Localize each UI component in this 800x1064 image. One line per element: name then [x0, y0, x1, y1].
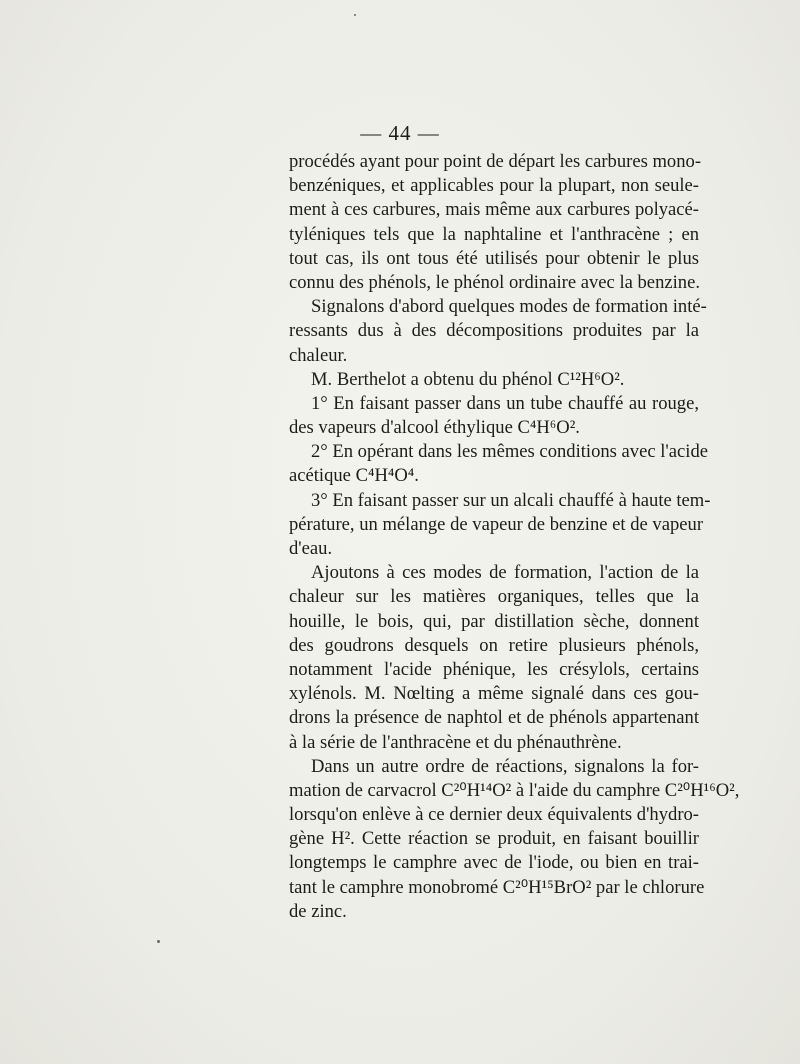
text-line: tyléniques tels que la naphtaline et l'anthracène ; en [289, 223, 699, 245]
text-line: Signalons d'abord quelques modes de formation inté- [311, 296, 707, 318]
text-line: ment à ces carbures, mais même aux carbures polyacé- [289, 199, 699, 221]
text-line: ressants dus à des décompositions produites par la [289, 320, 699, 342]
paragraph [289, 392, 699, 440]
text-line: lorsqu'on enlève à ce dernier deux équivalents d'hydro- [289, 804, 699, 826]
page-number: — 44 — [360, 121, 440, 145]
scan-speck [354, 14, 356, 16]
text-line: connu des phénols, le phénol ordinaire avec la benzine. [289, 271, 700, 293]
text-line: Ajoutons à ces modes de formation, l'action de la [311, 562, 699, 584]
text-line: mation de carvacrol C²⁰H¹⁴O² à l'aide du camphre C²⁰H¹⁶O², [289, 779, 740, 801]
text-line: acétique C⁴H⁴O⁴. [289, 465, 419, 487]
text-line: Dans un autre ordre de réactions, signalons la for- [311, 755, 699, 777]
text-line: procédés ayant pour point de départ les carbures mono- [289, 151, 702, 172]
text-line: chaleur. [289, 344, 348, 366]
text-line: d'eau. [289, 538, 333, 559]
paragraph [289, 561, 699, 755]
text-line: houille, le bois, qui, par distillation sèche, donnent [289, 610, 699, 632]
text-line: 2° En opérant dans les mêmes conditions avec l'acide [311, 441, 708, 463]
text-line: longtemps le camphre avec de l'iode, ou bien en trai- [289, 852, 699, 874]
paragraph [289, 150, 702, 295]
paragraph [289, 440, 708, 488]
text-line: chaleur sur les matières organiques, telles que la [289, 586, 699, 608]
text-line: des vapeurs d'alcool éthylique C⁴H⁶O². [289, 417, 580, 439]
scan-speck [157, 940, 160, 943]
text-line: tout cas, ils ont tous été utilisés pour obtenir le plus [289, 247, 699, 269]
text-line: de zinc. [289, 900, 347, 922]
text-line: tant le camphre monobromé C²⁰H¹⁵BrO² par le chlorure [289, 876, 705, 898]
text-line: M. Berthelot a obtenu du phénol C¹²H⁶O². [311, 368, 625, 390]
paragraph [289, 295, 707, 368]
text-line: pérature, un mélange de vapeur de benzine et de vapeur [289, 513, 704, 535]
text-line: à la série de l'anthracène et du phénauthrène. [289, 731, 622, 753]
paragraph [289, 755, 740, 924]
text-line: gène H². Cette réaction se produit, en faisant bouillir [289, 828, 699, 850]
text-line: xylénols. M. Nœlting a même signalé dans ces gou- [289, 683, 699, 705]
paragraph [289, 368, 699, 392]
text-line: des goudrons desquels on retire plusieurs phénols, [289, 634, 699, 656]
text-line: 1° En faisant passer dans un tube chauffé au rouge, [311, 392, 699, 414]
text-line: 3° En faisant passer sur un alcali chauffé à haute tem- [311, 489, 711, 511]
body-text [289, 150, 740, 924]
text-line: drons la présence de naphtol et de phénols appartenant [289, 707, 699, 729]
paragraph [289, 489, 711, 562]
text-line: benzéniques, et applicables pour la plupart, non seule- [289, 175, 699, 197]
text-line: notamment l'acide phénique, les crésylols, certains [289, 658, 699, 680]
